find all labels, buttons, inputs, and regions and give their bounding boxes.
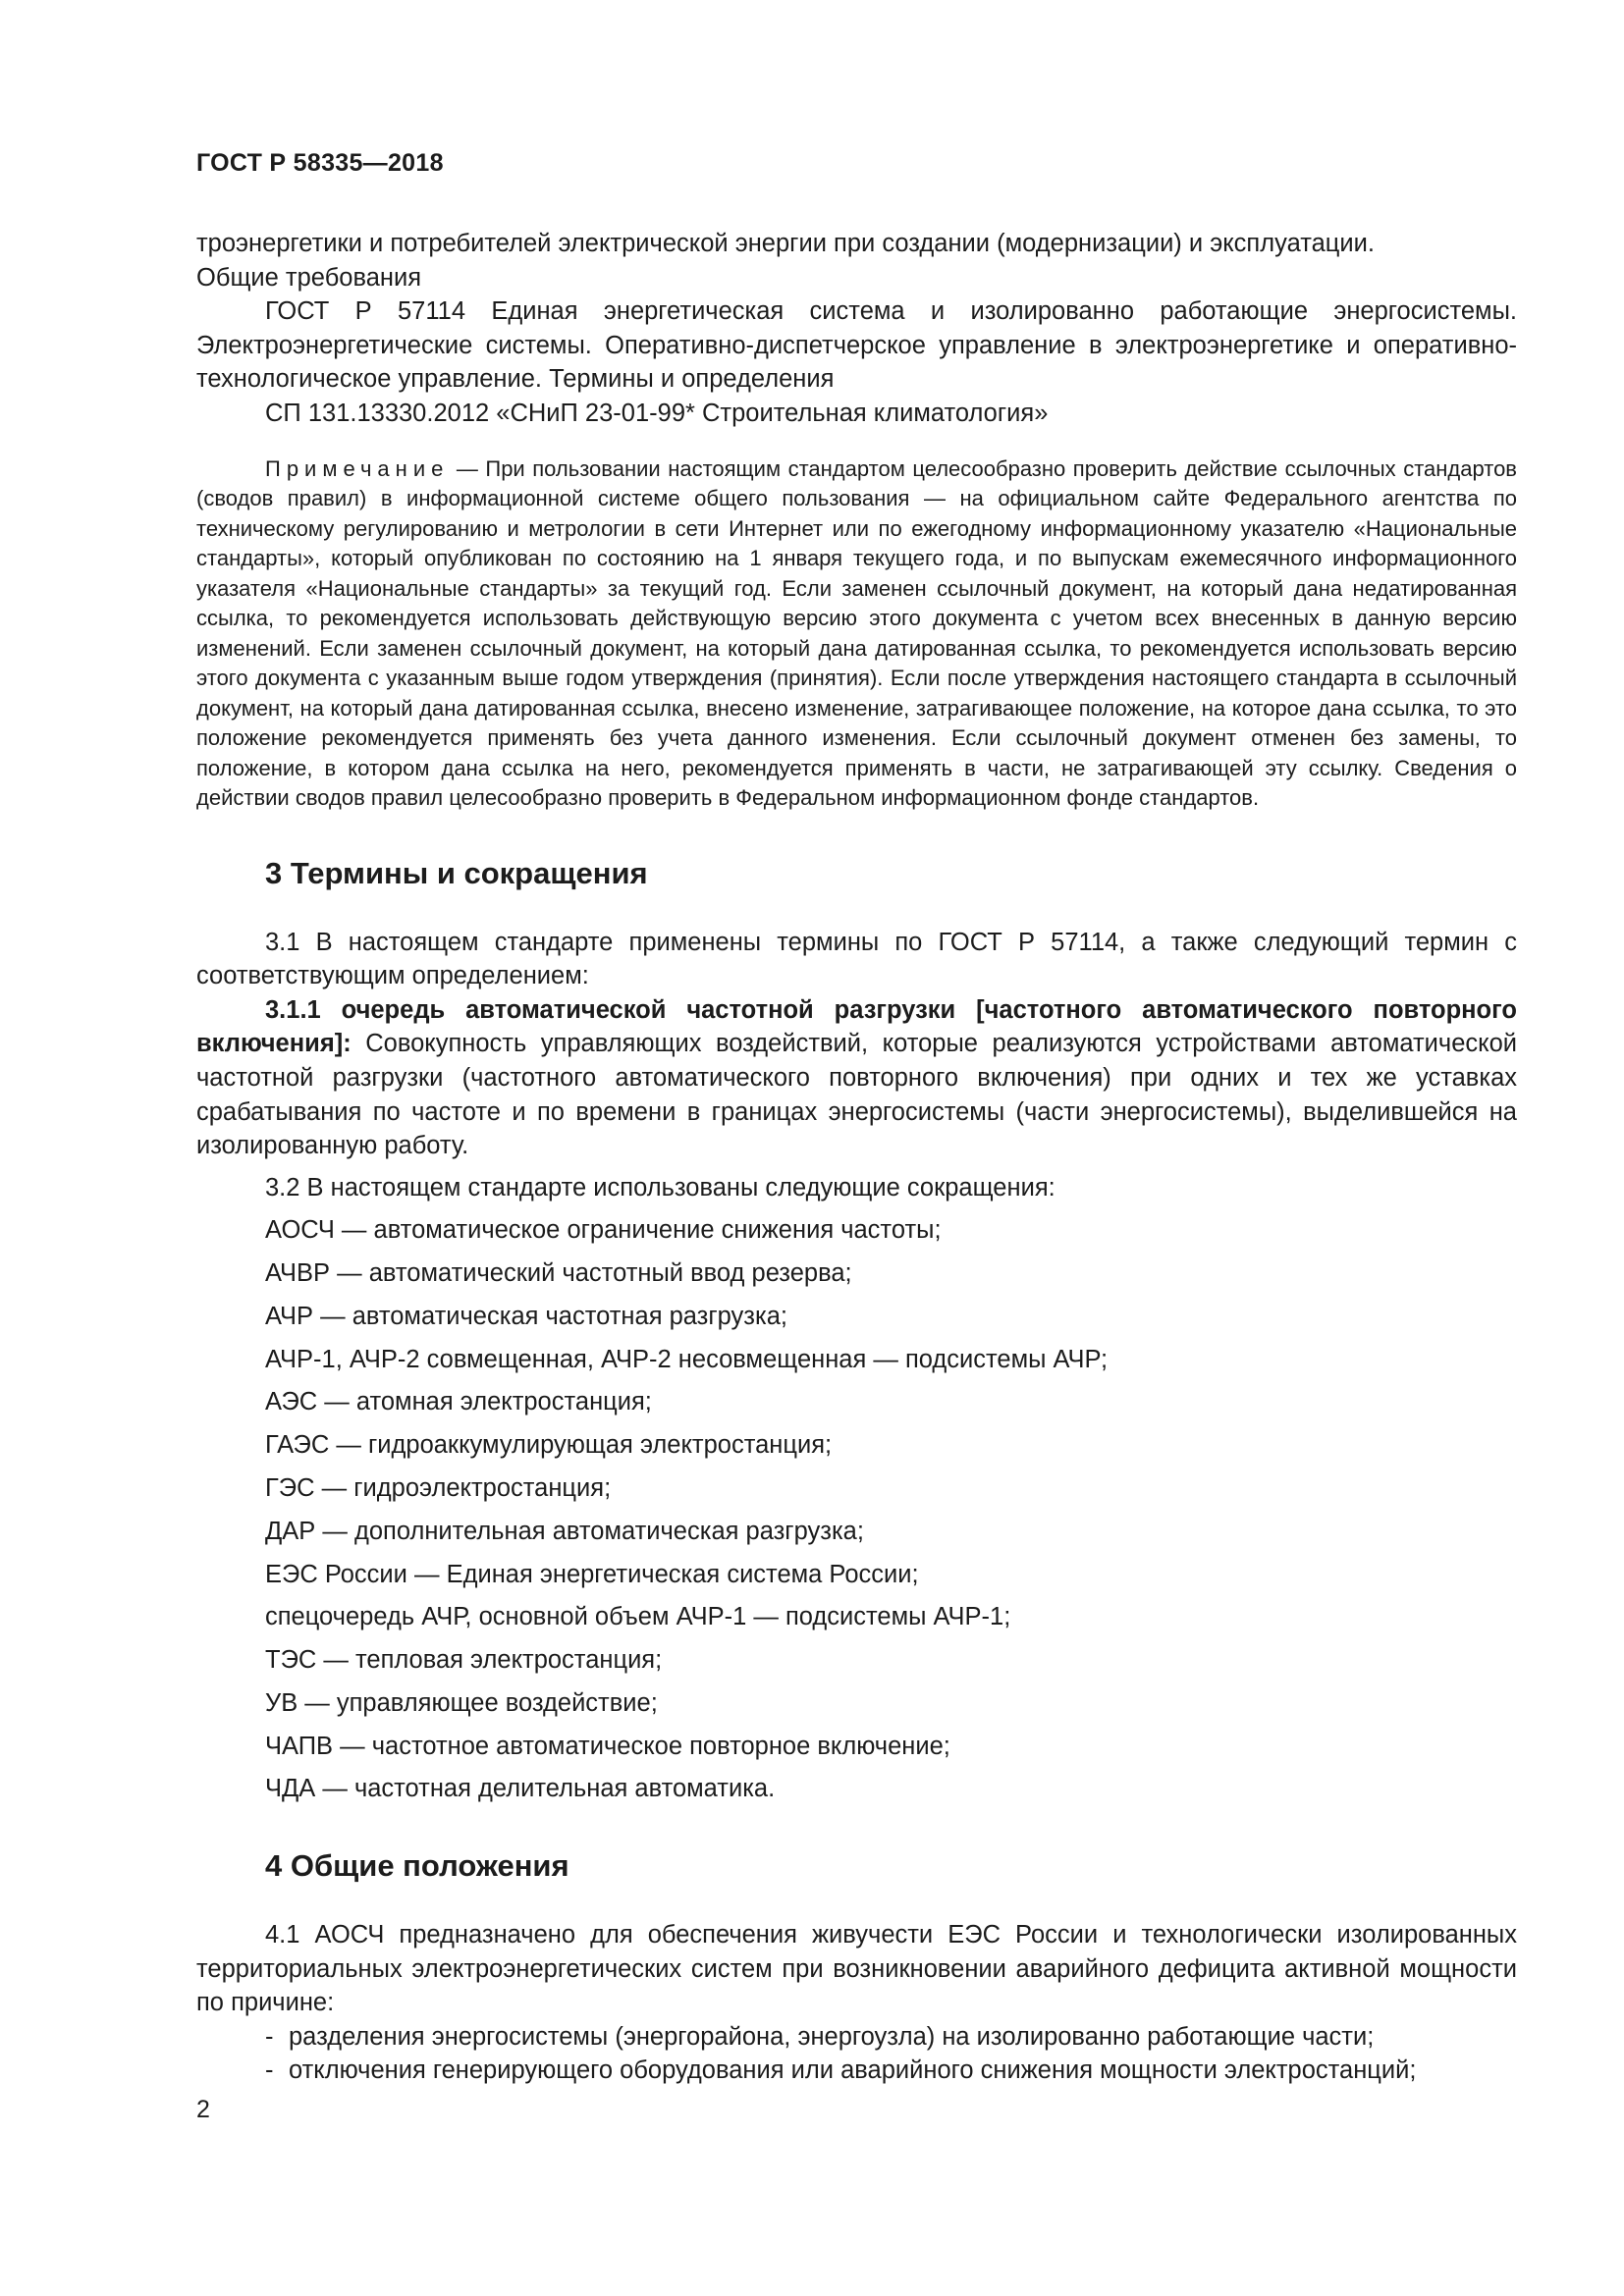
cause-list-item-text: разделения энергосистемы (энергорайона, энергоузла) на изолированно работающие части; [289,2022,1375,2051]
document-header-code: ГОСТ Р 58335—2018 [196,149,444,177]
page-number: 2 [196,2096,210,2123]
abbreviation-item: АОСЧ — автоматическое ограничение снижения частоты; [265,1216,942,1245]
page-body [196,227,1517,2088]
cause-list-item [196,2054,1517,2088]
abbreviation-list [196,1213,1517,1806]
dash-marker: - [265,2056,274,2085]
section-4-heading: 4 Общие положения [265,1848,569,1884]
cause-list [196,2020,1517,2088]
abbreviation-item: ЕЭС России — Единая энергетическая система России; [265,1560,919,1588]
note-text: — При пользовании настоящим стандартом целесообразно проверить действие ссылочных стандартов (сводов правил) в информационной системе общего пользования — на официальном сайте Федерального агентства по техническому регулированию и метрологии в сети Интернет или по ежегодному информационному указателю «Национальные стандарты», который опубликован по состоянию на 1 января текущего года, и по выпускам ежемесячного информационного указателя «Национальные стандарты» за текущий год. Если заменен ссылочный документ, на который дана недатированная ссылка, то рекомендуется использовать действующую версию этого документа с учетом всех внесенных в данную версию изменений. Если заменен ссылочный документ, на который дана датированная ссылка, то рекомендуется использовать версию этого документа с указанным выше годом утверждения (принятия). Если после утверждения настоящего стандарта в ссылочный документ, на который дана датированная ссылка, внесено изменение, затрагивающее положение, на которое дана ссылка, то это положение рекомендуется применять без учета данного изменения. Если ссылочный документ отменен без замены, то положение, в котором дана ссылка на него, рекомендуется применять в части, не затрагивающей эту ссылку. Сведения о действии сводов правил целесообразно проверить в Федеральном информационном фонде стандартов. [196,455,1517,811]
term-definition-text: Совокупность управляющих воздействий, которые реализуются устройствами автоматической частотной разгрузки (частотного автоматического повторного включения) при одних и тех же уставках срабатывания по частоте и по времени в границах энергосистемы (части энергосистемы), выделившейся на изолированную работу. [196,1030,1517,1160]
section-3-heading: 3 Термины и сокращения [265,855,648,890]
continued-reference-line: троэнергетики и потребителей электрической энергии при создании (модернизации) и эксплуатации. [196,230,1375,257]
abbreviation-item: ДАР — дополнительная автоматическая разгрузка; [265,1517,864,1545]
dash-marker: - [265,2022,274,2051]
clause-4-1: 4.1 АОСЧ предназначено для обеспечения живучести ЕЭС России и технологически изолированных территориальных электроэнергетических систем при возникновении аварийного дефицита активной мощности по причине: [196,1921,1517,2017]
abbreviation-item: АЧР — автоматическая частотная разгрузка; [265,1302,787,1330]
continued-reference-end: Общие требования [196,263,422,292]
abbreviation-item: УВ — управляющее воздействие; [265,1688,658,1717]
abbreviation-item: АЭС — атомная электростанция; [265,1388,652,1416]
clause-3-1-1 [196,993,1517,1163]
abbreviation-item: ЧДА — частотная делительная автоматика. [265,1775,776,1803]
cause-list-item [196,2020,1517,2055]
abbreviation-item: АЧР-1, АЧР-2 совмещенная, АЧР-2 несовмещенная — подсистемы АЧР; [265,1345,1109,1373]
term-definition-title: 3.1.1 очередь автоматической частотной разгрузки [частотного автоматического повторного включения]: [196,995,1517,1058]
reference-gost-57114: ГОСТ Р 57114 Единая энергетическая система и изолированно работающие энергосистемы. Электроэнергетические системы. Оперативно-диспетчерское управление в электроэнергетике и оперативно-технологическое управление. Термины и определения [196,297,1517,394]
abbreviation-item: спецочередь АЧР, основной объем АЧР-1 — подсистемы АЧР-1; [265,1603,1011,1631]
abbreviation-item: ЧАПВ — частотное автоматическое повторное включение; [265,1732,950,1760]
abbreviation-item: АЧВР — автоматический частотный ввод резерва; [265,1259,852,1288]
clause-3-1: 3.1 В настоящем стандарте применены термины по ГОСТ Р 57114, а также следующий термин с соответствующим определением: [196,928,1517,990]
abbreviation-item: ГЭС — гидроэлектростанция; [265,1474,612,1502]
note-label: Примечание [265,455,450,481]
abbreviation-item: ГАЭС — гидроаккумулирующая электростанция; [265,1431,833,1460]
abbreviation-item: ТЭС — тепловая электростанция; [265,1646,663,1675]
note-paragraph [196,454,1517,814]
clause-3-2: 3.2 В настоящем стандарте использованы следующие сокращения: [265,1173,1056,1201]
reference-sp-131: СП 131.13330.2012 «СНиП 23-01-99* Строительная климатология» [265,399,1049,427]
cause-list-item-text: отключения генерирующего оборудования или аварийного снижения мощности электростанций; [289,2056,1417,2085]
